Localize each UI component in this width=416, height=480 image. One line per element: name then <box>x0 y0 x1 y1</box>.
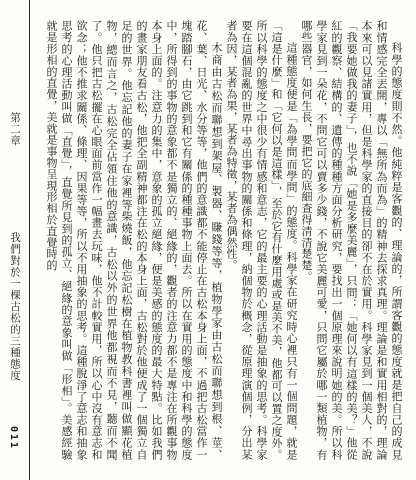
running-head <box>0 0 30 480</box>
paragraph: 這種態度便是「為學問而學問」的態度。科學家在研究時心裡只有一個問題，就是「這是什麼」和「它何以是這樣」，至於它有什麼用處或是美不美，他都可以置之度外。所以科學的態度之中很少有情感和意志，它的最主要的心理活動是抽象的思考。科學家要在這個混亂的世界中尋出事物的關係和條理，納個物於概念，從原理演個例，分出某者為因，某者為果，某者為特徵，某者為偶然性。 <box>225 20 298 460</box>
body-text <box>38 20 404 460</box>
page-number: 011 <box>8 426 19 451</box>
chapter-title: 我們對於一棵古松的三種態度 <box>9 232 21 382</box>
paragraph: 木商由古松而聯想到架屋、製器、賺錢等等，植物學家由古松而聯想到根、莖、花、葉、日光、水分等等，他們的意識都不能停止在古松本身上面，不過把古松當作一塊踏腳石，由它跳到和它有關係的種種事物上面去。所以在實用的態度中和科學的態度中，所得到的事物的意象都不是獨立的、絕緣的，觀者的注意力都不是專注在所觀事物本身上面的。注意力的集中，意象的孤立絕緣，便是美感的態度的最大特點。比如我們的畫家朋友看古松，他把全副精神都注在松的本身上面，古松對於他便成了一個獨立自足的世界。他忘記他的妻子在家裡等柴燒飯，他忘記松樹在植物教科書裡叫做顯花植物，總而言之，古松完全佔領住他的意識，古松以外的世界他都視而不見，聽而不聞了。他只把古松擺在心眼面前當作一幅畫去玩味，他不計較實用，所以心中沒有意志和欲念；他不推求關係、條理、因果等等，所以不用抽象的思考。這種脫淨了意志和抽象思考的心理活動叫做「直覺」，直覺所見到的孤立、絕緣的意象叫做「形相」。美感經驗就是形相的直覺，美就是事物呈現形相於直覺時的 <box>45 20 223 460</box>
paragraph: 科學的態度則不然。他純粹是客觀的、理論的，所謂客觀的態度就是把自己的成見和情感完全丟開，專以「無所為而為」的精神去探求真理。理論是和實用相對的，理論本來可以見諸實用，但是科學家的直接目的卻不在於實用。科學家見到一個美人，不說「我要她做我的妻子」，也不說「她是多麼美麗」，只問：「她何以有這樣的美？」他從紅的觀察、結構的、遺傳的種種方面分析研究，要找出一個原理來說明她的美。所以科學家見到一朵花，不問它可以賣多少錢，不說它美麗可愛，只問它屬於哪一類植物，有哪些器官，如何生長，要把它的底細查得清清楚楚。 <box>300 20 403 460</box>
chapter-label: 第二章 <box>9 112 21 147</box>
